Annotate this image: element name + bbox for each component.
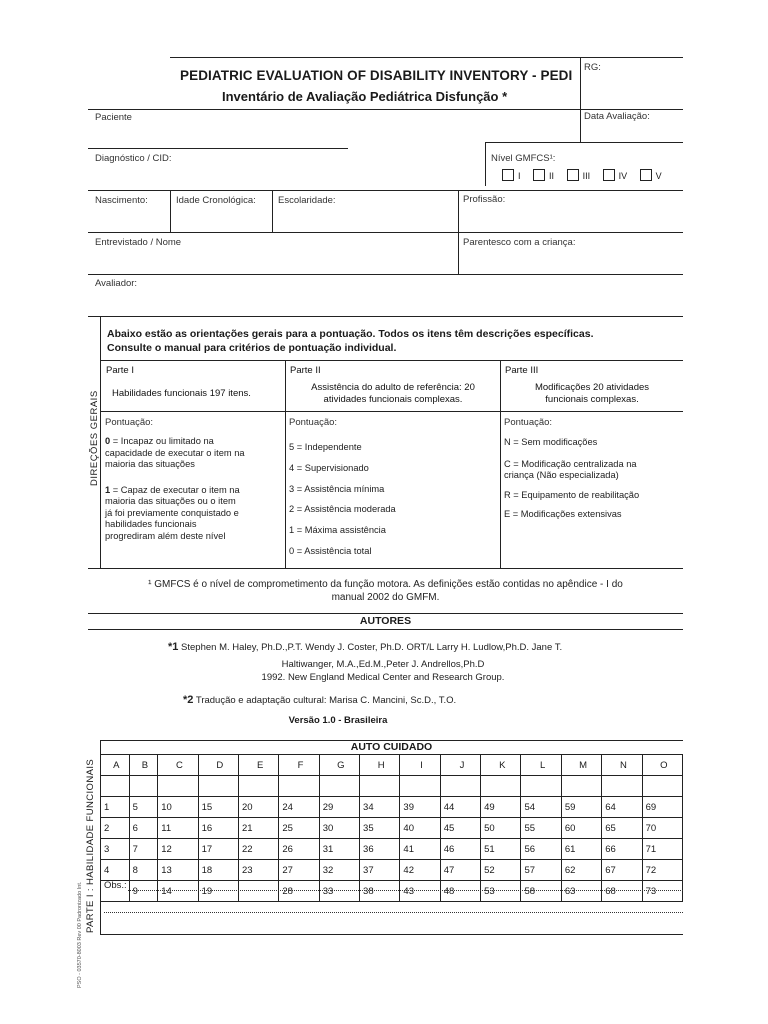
- grid-item-cell[interactable]: 26: [279, 839, 319, 860]
- grid-column-header: L: [521, 755, 561, 776]
- escolaridade-label: Escolaridade:: [278, 195, 336, 206]
- paciente-label: Paciente: [95, 112, 132, 123]
- versao-label: Versão 1.0 - Brasileira: [288, 715, 388, 726]
- grid-entry-cell[interactable]: [602, 776, 642, 797]
- table-row: [101, 797, 683, 818]
- grid-item-cell[interactable]: 64: [602, 797, 642, 818]
- gmfcs-options: I II III IV V: [492, 169, 662, 181]
- grid-entry-cell[interactable]: [561, 776, 601, 797]
- nascimento-label: Nascimento:: [95, 195, 148, 206]
- grid-item-cell[interactable]: 68: [602, 881, 642, 902]
- grid-item-cell[interactable]: 3: [101, 839, 130, 860]
- grid-item-cell[interactable]: 63: [561, 881, 601, 902]
- grid-entry-cell[interactable]: [440, 776, 480, 797]
- grid-item-cell[interactable]: 34: [360, 797, 400, 818]
- directions-intro-1: Abaixo estão as orientações gerais para a pontuação. Todos os itens têm descrições específicas.: [107, 328, 594, 340]
- grid-item-cell[interactable]: 8: [129, 860, 158, 881]
- grid-item-cell[interactable]: 13: [158, 860, 198, 881]
- grid-item-cell[interactable]: 58: [521, 881, 561, 902]
- grid-item-cell[interactable]: 39: [400, 797, 440, 818]
- avaliador-label: Avaliador:: [95, 278, 138, 289]
- grid-entry-cell[interactable]: [521, 776, 561, 797]
- grid-item-cell[interactable]: 51: [481, 839, 521, 860]
- grid-column-header: E: [238, 755, 278, 776]
- grid-header-row: [101, 755, 683, 776]
- parte1-subtitle: Habilidades funcionais 197 itens.: [112, 388, 251, 399]
- grid-column-header: B: [129, 755, 158, 776]
- grid-item-cell[interactable]: 15: [198, 797, 238, 818]
- grid-entry-cell[interactable]: [360, 776, 400, 797]
- parte2-items: 5 = Independente 4 = Supervisionado 3 = Assistência mínima 2 = Assistência moderada 1 = Máxima assistência 0 = Assistência total: [289, 442, 396, 556]
- grid-item-cell[interactable]: 4: [101, 860, 130, 881]
- gmfcs-checkbox-4[interactable]: [603, 169, 615, 181]
- directions-intro-2: Consulte o manual para critérios de pontuação individual.: [107, 342, 397, 354]
- grid-item-cell[interactable]: 20: [238, 797, 278, 818]
- grid-item-cell[interactable]: 70: [642, 818, 682, 839]
- form-title: PEDIATRIC EVALUATION OF DISABILITY INVENTORY - PEDI: [180, 68, 573, 83]
- grid-column-header: G: [319, 755, 359, 776]
- grid-column-header: M: [561, 755, 601, 776]
- grid-item-cell[interactable]: 72: [642, 860, 682, 881]
- grid-column-header: I: [400, 755, 440, 776]
- grid-column-header: O: [642, 755, 682, 776]
- grid-item-cell[interactable]: 9: [129, 881, 158, 902]
- grid-item-cell[interactable]: 16: [198, 818, 238, 839]
- grid-entry-cell[interactable]: [198, 776, 238, 797]
- grid-item-cell[interactable]: 66: [602, 839, 642, 860]
- grid-entry-cell[interactable]: [279, 776, 319, 797]
- grid-entry-cell[interactable]: [400, 776, 440, 797]
- grid-item-cell[interactable]: 55: [521, 818, 561, 839]
- grid-item-cell[interactable]: 7: [129, 839, 158, 860]
- grid-item-cell[interactable]: 27: [279, 860, 319, 881]
- direcoes-side-label: DIREÇÕES GERAIS: [89, 390, 100, 486]
- grid-blank-row: [101, 776, 683, 797]
- grid-item-cell[interactable]: 21: [238, 818, 278, 839]
- grid-entry-cell[interactable]: [319, 776, 359, 797]
- nivel-gmfcs-label: Nível GMFCS¹:: [491, 153, 556, 164]
- grid-item-cell[interactable]: 14: [158, 881, 198, 902]
- grid-item-cell[interactable]: 54: [521, 797, 561, 818]
- grid-item-cell[interactable]: 46: [440, 839, 480, 860]
- obs-line-2[interactable]: [104, 912, 683, 913]
- autores-ref1: *1 Stephen M. Haley, Ph.D.,P.T. Wendy J. Coster, Ph.D. ORT/L Larry H. Ludlow,Ph.D. Jane T.: [168, 641, 563, 653]
- grid-item-cell[interactable]: 50: [481, 818, 521, 839]
- grid-entry-cell[interactable]: [129, 776, 158, 797]
- grid-item-cell[interactable]: 62: [561, 860, 601, 881]
- grid-item-cell[interactable]: 48: [440, 881, 480, 902]
- grid-item-cell[interactable]: [238, 881, 278, 902]
- grid-item-cell[interactable]: 45: [440, 818, 480, 839]
- diagnostico-label: Diagnóstico / CID:: [95, 153, 172, 164]
- obs-label: Obs.:: [104, 880, 127, 891]
- grid-item-cell[interactable]: 19: [198, 881, 238, 902]
- grid-item-cell[interactable]: 37: [360, 860, 400, 881]
- grid-item-cell[interactable]: 67: [602, 860, 642, 881]
- parte3-items: N = Sem modificações C = Modificação centralizada na criança (Não especializada) R = Equipamento de reabilitação E = Modificações extensivas: [504, 437, 640, 519]
- grid-item-cell[interactable]: 73: [642, 881, 682, 902]
- obs-line-1[interactable]: [128, 890, 683, 891]
- parte1-pontuacao: Pontuação:: [105, 417, 154, 428]
- auto-cuidado-table: [100, 754, 683, 902]
- gmfcs-checkbox-2[interactable]: [533, 169, 545, 181]
- grid-entry-cell[interactable]: [101, 776, 130, 797]
- grid-column-header: A: [101, 755, 130, 776]
- form-subtitle: Inventário de Avaliação Pediátrica Disfunção *: [222, 89, 508, 104]
- grid-item-cell[interactable]: 28: [279, 881, 319, 902]
- grid-column-header: H: [360, 755, 400, 776]
- grid-item-cell[interactable]: 32: [319, 860, 359, 881]
- grid-column-header: F: [279, 755, 319, 776]
- grid-item-cell[interactable]: 12: [158, 839, 198, 860]
- grid-column-header: C: [158, 755, 198, 776]
- grid-item-cell[interactable]: 43: [400, 881, 440, 902]
- grid-item-cell[interactable]: 59: [561, 797, 601, 818]
- table-row: [101, 839, 683, 860]
- grid-item-cell[interactable]: 35: [360, 818, 400, 839]
- margin-code: PSO - 03570-8003 Rev 00 Padronizado Int.: [77, 881, 83, 988]
- gmfcs-checkbox-5[interactable]: [640, 169, 652, 181]
- gmfcs-checkbox-1[interactable]: [502, 169, 514, 181]
- profissao-label: Profissão:: [463, 194, 506, 205]
- gmfcs-checkbox-3[interactable]: [567, 169, 579, 181]
- parte1-title: Parte I: [106, 365, 134, 376]
- autores-heading: AUTORES: [359, 615, 412, 627]
- rg-label: RG:: [584, 62, 601, 73]
- grid-item-cell[interactable]: 61: [561, 839, 601, 860]
- grid-entry-cell[interactable]: [642, 776, 682, 797]
- grid-column-header: J: [440, 755, 480, 776]
- grid-item-cell[interactable]: 5: [129, 797, 158, 818]
- grid-item-cell[interactable]: 11: [158, 818, 198, 839]
- grid-column-header: D: [198, 755, 238, 776]
- grid-item-cell[interactable]: 47: [440, 860, 480, 881]
- grid-item-cell[interactable]: 18: [198, 860, 238, 881]
- grid-entry-cell[interactable]: [158, 776, 198, 797]
- grid-item-cell[interactable]: 10: [158, 797, 198, 818]
- grid-item-cell[interactable]: 1: [101, 797, 130, 818]
- grid-item-cell[interactable]: 69: [642, 797, 682, 818]
- parentesco-label: Parentesco com a criança:: [463, 237, 576, 248]
- idade-label: Idade Cronológica:: [176, 195, 256, 206]
- parte3-subtitle: Modificações 20 atividades funcionais complexas.: [534, 382, 650, 405]
- parte1-side-label: PARTE I : HABILIDADE FUNCIONAIS: [85, 758, 96, 933]
- grid-item-cell[interactable]: 33: [319, 881, 359, 902]
- grid-item-cell[interactable]: 31: [319, 839, 359, 860]
- grid-item-cell[interactable]: 71: [642, 839, 682, 860]
- grid-item-cell[interactable]: 49: [481, 797, 521, 818]
- grid-item-cell[interactable]: 6: [129, 818, 158, 839]
- gmfcs-footnote: ¹ GMFCS é o nível de comprometimento da função motora. As definições estão contidas no apêndice - I do manual 2002 do GMFM.: [148, 579, 623, 603]
- grid-item-cell[interactable]: 41: [400, 839, 440, 860]
- grid-item-cell[interactable]: 30: [319, 818, 359, 839]
- parte1-items: 0 = Incapaz ou limitado na capacidade de executar o item na maioria das situações 1 = Capaz de executar o item na maioria das situações ou o item já foi previamente conquistado e habilidades funcionais progrediram além deste nível: [105, 436, 245, 541]
- grid-item-cell[interactable]: 57: [521, 860, 561, 881]
- table-row: [101, 881, 683, 902]
- grid-item-cell[interactable]: 22: [238, 839, 278, 860]
- grid-item-cell[interactable]: 40: [400, 818, 440, 839]
- parte2-pontuacao: Pontuação:: [289, 417, 338, 428]
- parte2-title: Parte II: [290, 365, 321, 376]
- grid-item-cell[interactable]: 23: [238, 860, 278, 881]
- grid-item-cell[interactable]: 65: [602, 818, 642, 839]
- autores-ref2: *2 Tradução e adaptação cultural: Marisa C. Mancini, Sc.D., T.O.: [183, 694, 457, 706]
- grid-item-cell[interactable]: 17: [198, 839, 238, 860]
- auto-cuidado-heading: AUTO CUIDADO: [350, 741, 433, 753]
- autores-ref1-cont: Haltiwanger, M.A.,Ed.M.,Peter J. Andrellos,Ph.D 1992. New England Medical Center and Research Group.: [261, 659, 505, 683]
- grid-item-cell[interactable]: 53: [481, 881, 521, 902]
- grid-item-cell[interactable]: 42: [400, 860, 440, 881]
- table-row: [101, 818, 683, 839]
- grid-item-cell[interactable]: 25: [279, 818, 319, 839]
- grid-item-cell[interactable]: 24: [279, 797, 319, 818]
- data-avaliacao-label: Data Avaliação:: [584, 111, 650, 122]
- grid-item-cell[interactable]: 2: [101, 818, 130, 839]
- grid-column-header: K: [481, 755, 521, 776]
- parte2-subtitle: Assistência do adulto de referência: 20 atividades funcionais complexas.: [311, 382, 475, 405]
- parte3-title: Parte III: [505, 365, 539, 376]
- grid-item-cell[interactable]: 36: [360, 839, 400, 860]
- grid-item-cell[interactable]: 44: [440, 797, 480, 818]
- grid-item-cell[interactable]: 38: [360, 881, 400, 902]
- grid-item-cell[interactable]: 29: [319, 797, 359, 818]
- grid-entry-cell[interactable]: [481, 776, 521, 797]
- grid-column-header: N: [602, 755, 642, 776]
- grid-item-cell[interactable]: 60: [561, 818, 601, 839]
- grid-entry-cell[interactable]: [238, 776, 278, 797]
- entrevistado-label: Entrevistado / Nome: [95, 237, 182, 248]
- parte3-pontuacao: Pontuação:: [504, 417, 553, 428]
- grid-item-cell[interactable]: 56: [521, 839, 561, 860]
- table-row: [101, 860, 683, 881]
- grid-item-cell[interactable]: 52: [481, 860, 521, 881]
